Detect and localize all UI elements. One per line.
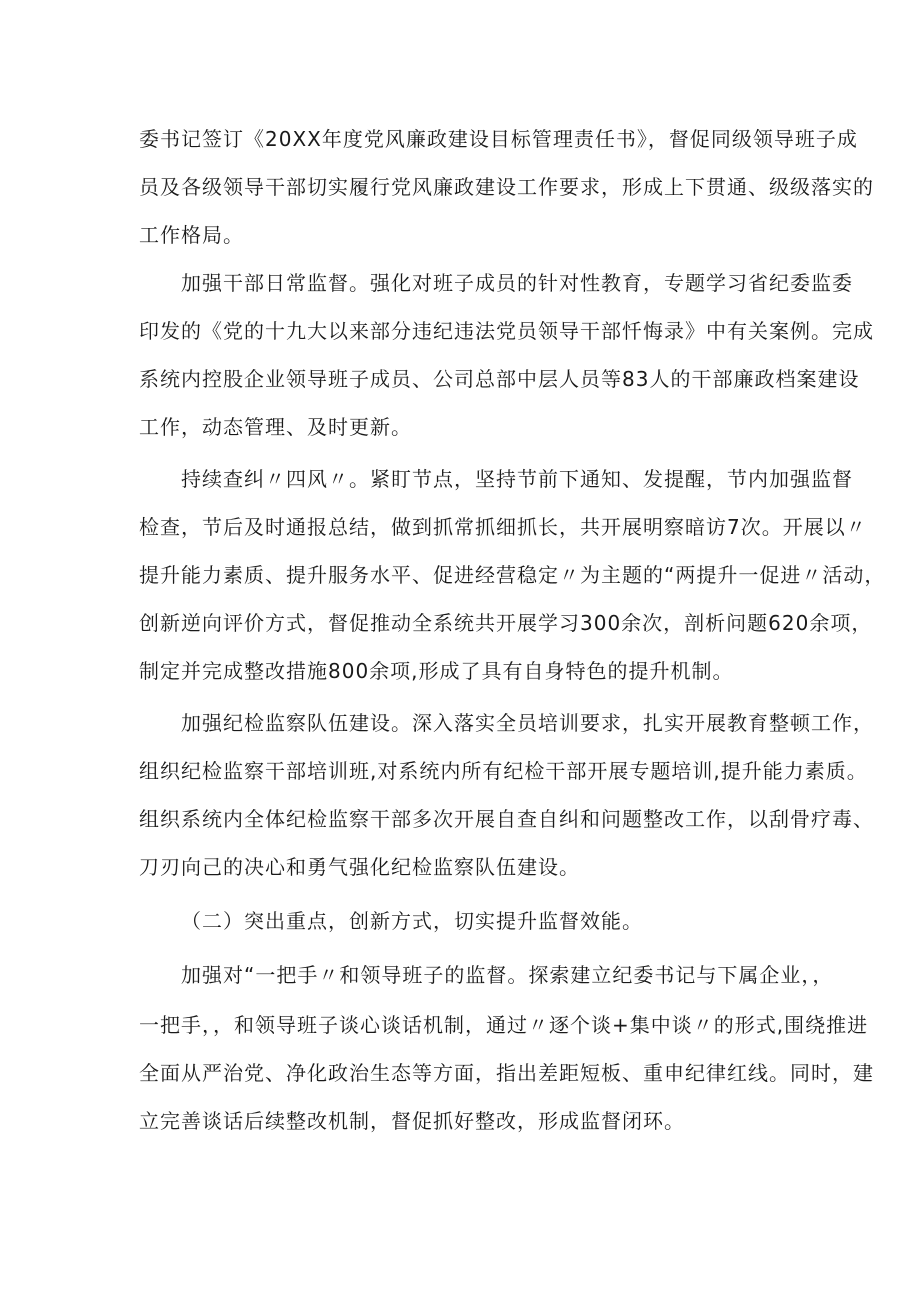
text-line: 一把手，，和领导班子谈心谈话机制，通过〃逐个谈+集中谈〃的形式,围绕推进 [139,1013,869,1037]
text-line: 系统内控股企业领导班子成员、公司总部中层人员等83人的干部廉政档案建设 [139,367,860,391]
text-line: 加强纪检监察队伍建设。深入落实全员培训要求，扎实开展教育整顿工作， [181,711,874,735]
text-line: 组织系统内全体纪检监察干部多次开展自查自纠和问题整改工作，以刮骨疗毒、 [139,807,874,831]
text-line: 持续查纠〃四风〃。紧盯节点，坚持节前下通知、发提醒，节内加强监督 [181,467,853,491]
text-line: 工作，动态管理、及时更新。 [139,415,412,439]
text-line: 检查，节后及时通报总结，做到抓常抓细抓长，共开展明察暗访7次。开展以〃 [139,515,867,539]
text-line: 制定并完成整改措施800余项,形成了具有自身特色的提升机制。 [139,659,734,683]
text-line: 刀刃向己的决心和勇气强化纪检监察队伍建设。 [139,855,580,879]
text-line: 立完善谈话后续整改机制，督促抓好整改，形成监督闭环。 [139,1109,685,1133]
text-line: 员及各级领导干部切实履行党风廉政建设工作要求，形成上下贯通、级级落实的 [139,175,874,199]
text-line: 印发的《党的十九大以来部分违纪违法党员领导干部忏悔录》中有关案例。完成 [139,319,874,343]
heading-line: （二）突出重点，创新方式，切实提升监督效能。 [181,909,643,933]
text-line: 委书记签订《20XX年度党风廉政建设目标管理责任书》，督促同级领导班子成 [139,127,858,151]
text-line: 创新逆向评价方式，督促推动全系统共开展学习300余次，剖析问题620余项， [139,611,873,635]
text-line: 工作格局。 [139,223,244,247]
text-line: 全面从严治党、净化政治生态等方面，指出差距短板、重申纪律红线。同时，建 [139,1061,874,1085]
text-line: 组织纪检监察干部培训班,对系统内所有纪检干部开展专题培训,提升能力素质。 [139,759,868,783]
text-line: 提升能力素质、提升服务水平、促进经营稳定〃为主题的“两提升一促进〃活动， [139,563,886,587]
text-line: 加强干部日常监督。强化对班子成员的针对性教育，专题学习省纪委监委 [181,271,853,295]
text-line: 加强对“一把手〃和领导班子的监督。探索建立纪委书记与下属企业，， [181,963,834,987]
